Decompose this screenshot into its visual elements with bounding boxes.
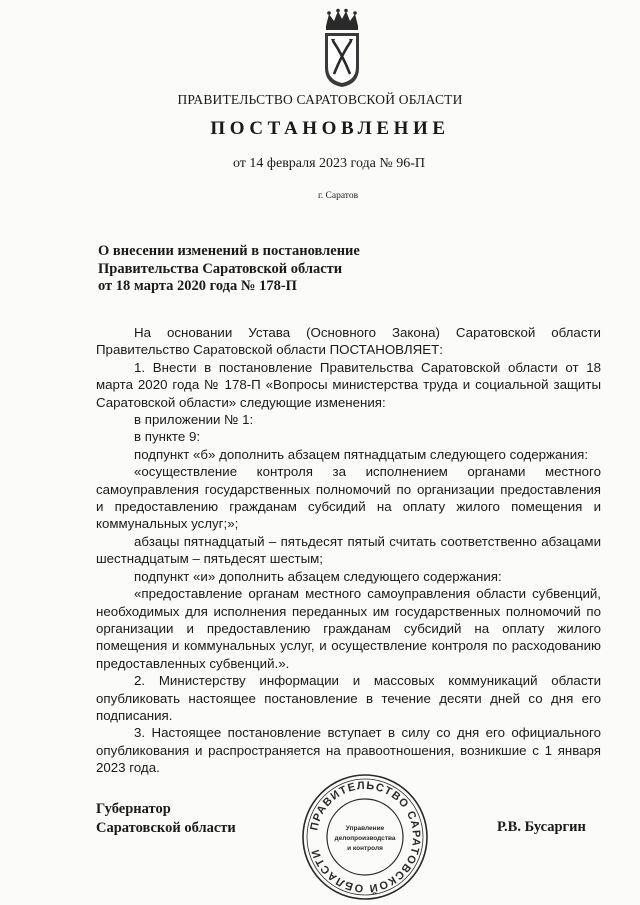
document-city: г. Саратов (317, 191, 359, 201)
body-paragraph: подпункт «и» дополнить абзацем следующего содержания: (134, 568, 502, 584)
body-paragraph: На основании Устава (Основного Закона) Саратовской области Правительство Саратовской области ПОСТАНОВЛЯЕТ: (96, 325, 601, 358)
body-paragraph: подпункт «б» дополнить абзацем пятнадцатым следующего содержания: (134, 446, 589, 462)
document-date-number: от 14 февраля 2023 года № 96-П (232, 156, 426, 171)
body-paragraph: 1. Внести в постановление Правительства Саратовской области от 18 марта 2020 года № 178-П «Вопросы министерства труда и социальной защиты Саратовской области» следующие изменения: (96, 359, 601, 410)
document-subject (98, 243, 360, 296)
seal-inner-line: Управление (345, 825, 385, 832)
signer-position-line: Губернатор (96, 801, 171, 817)
body-paragraph: «осуществление контроля за исполнением органами местного самоуправления государственных полномочий по организации предоставления и предоставлению гражданам субсидий на оплату жилого помещения и коммунальных услуг;»; (96, 464, 601, 532)
signer-position-line: Саратовской области (96, 820, 236, 836)
government-title: ПРАВИТЕЛЬСТВО САРАТОВСКОЙ ОБЛАСТИ (177, 92, 463, 107)
body-paragraph: абзацы пятнадцатый – пятьдесят пятый считать соответственно абзацами шестнадцатым – пятьдесят шестым; (96, 533, 601, 567)
subject-line: Правительства Саратовской области (98, 260, 343, 277)
seal-outer-text: ПРАВИТЕЛЬСТВО САРАТОВСКОЙ ОБЛАСТИ (308, 779, 423, 895)
subject-line: О внесении изменений в постановление (98, 243, 360, 259)
document-body (96, 324, 601, 777)
body-paragraph: 2. Министерству информации и массовых коммуникаций области опубликовать настоящее постановление в течение десяти дней со дня его подписания. (96, 673, 601, 723)
body-paragraph: 3. Настоящее постановление вступает в силу со дня его официального опубликования и распространяется на правоотношения, возникшие с 1 января 2023 года. (96, 725, 601, 776)
signer-position (96, 800, 236, 838)
seal-inner-line: делопроизводства (334, 835, 396, 842)
subject-line: от 18 марта 2020 года № 178-П (98, 278, 297, 294)
document-type-heading: ПОСТАНОВЛЕНИЕ (210, 118, 450, 139)
seal-inner-line: и контроля (347, 845, 383, 852)
signer-name: Р.В. Бусаргин (497, 819, 586, 835)
saratov-coat-of-arms-icon (320, 8, 364, 88)
official-seal-stamp (300, 772, 430, 902)
body-paragraph: в пункте 9: (134, 429, 201, 445)
body-paragraph: в приложении № 1: (134, 412, 254, 428)
body-paragraph: «предоставление органам местного самоуправления области субвенций, необходимых для исполнения переданных им государственных полномочий по организации и предоставлению гражданам субсидий на оплату жилого помещения и коммунальных услуг, и осуществление контроля по расходованию предоставленных субвенций.». (96, 586, 601, 671)
